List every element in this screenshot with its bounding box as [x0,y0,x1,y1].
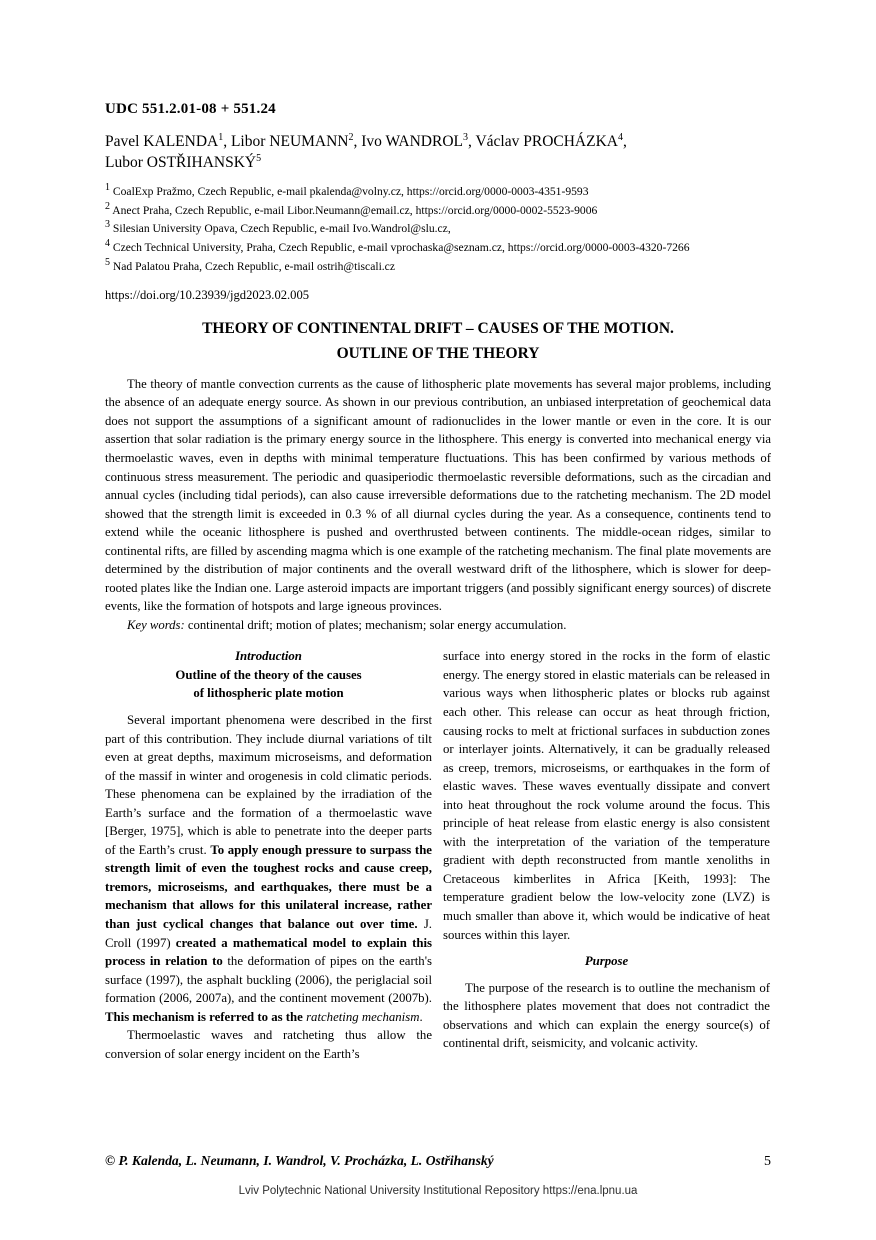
author-name: Lubor OSTŘIHANSKÝ [105,154,257,172]
abstract-paragraph: The theory of mantle convection currents as the cause of lithospheric plate movements has several major problems, including the absence of an adequate energy source. As shown in our previous contribution, an unbiased interpretation of geochemical data does not support the assumptions of a significant amount of radionuclides in the lower mantle or even in the core. It is our assertion that solar radiation is the primary energy source in the lithosphere. This energy is converted into mechanical energy via thermoelastic waves, even in depths with minimal temperature fluctuations. This has been confirmed by various methods of continuous stress measurement. The periodic and quasiperiodic thermoelastic reversible deformations, such as the circadian and annual cycles (including tidal periods), can also cause irreversible deformations due to the ratcheting mechanism. The 2D model showed that the strength limit is exceeded in 0.3 % of all diurnal cycles during the year. As a consequence, continents tend to extend while the oceanic lithosphere is pushed and overthrusted between continents. The middle-ocean ridges, similar to continental rifts, are filled by ascending magma which is one example of the ratcheting mechanism. The final plate movements are determined by the distribution of major continents and the overall westward drift of the lithosphere, which is slower for deep-rooted plates like the Indian one. Large asteroid impacts are important triggers (and possibly significant energy sources) of discrete events, like the formation of hotspots and large igneous provinces. [105,376,771,614]
page-title [105,316,771,366]
keywords-line [105,616,771,635]
affiliation-item: $^3$ Silesian University Opava, Czech Republic, e-mail Ivo.Wandrol@slu.cz, [105,219,451,236]
body-paragraph: The purpose of the research is to outline the mechanism of the lithosphere plates movement that does not contradict the observations and which can explain the energy source(s) of continental drift, seismicity, and volcanic activity. [443,980,770,1051]
author-affiliation-ref: 3 [463,131,468,143]
page-number: 5 [764,1154,771,1169]
doi-line: https://doi.org/10.23939/jgd2023.02.005 [105,287,310,302]
left-column [105,647,432,1063]
author-name: Ivo WANDROL [361,133,463,150]
page-content [105,0,771,1063]
author-name: Václav PROCHÁZKA [475,133,618,150]
section-subheading-line-2: of lithospheric plate motion [193,686,344,701]
udc-line: UDC 551.2.01-08 + 551.24 [105,101,276,117]
purpose-heading: Purpose [584,954,629,969]
repository-line: Lviv Polytechnic National University Institutional Repository https://ena.lpnu.ua [238,1185,638,1197]
body-paragraph: surface into energy stored in the rocks in the form of elastic energy. The energy stored in elastic materials can be released in various ways when lithospheric plates or blocks rub against each other. This release can occur as heat through friction, causing rocks to melt at frictional surfaces in subduction zones or interlayer joints. Alternatively, it can be gradually released as creep, tremors, microseisms, or earthquakes in the form of elastic waves. These waves eventually dissipate and convert into heat throughout the rock volume around the focus. This principle of heat release from elastic energy is also consistent with the interpretation of the variation of the temperature gradient with depth reconstructed from mantle xenoliths in Cretaceous kimberlites in Africa [Keith, 1993]: The temperature gradient below the low-velocity zone (LVZ) is much smaller than above it, which would be indicative of heat sources within this layer. [443,649,770,942]
body-paragraph: Several important phenomena were described in the first part of this contribution. They include diurnal variations of tilt even at great depths, maximum microseisms, and deformation of the massif in winter and orogenesis in cold climatic periods. These phenomena can be explained by the irradiation of the Earth’s surface and the formation of a thermoelastic wave [Berger, 1975], which is able to penetrate into the deeper parts of the Earth’s crust. To apply enough pressure to surpass the strength limit of even the toughest rocks and cause creep, tremors, microseisms, and earthquakes, there must be a mechanism that allows for this unilateral increase, rather than just cyclical changes that balance out over time. J. Croll (1997) created a mathematical model to explain this process in relation to the deformation of pipes on the earth's surface (1997), the asphalt buckling (2006), the periglacial soil formation (2006, 2007a), and the continent movement (2007b). This mechanism is referred to as the ratcheting mechanism. [105,712,432,1024]
page-footer [105,1153,771,1170]
author-affiliation-ref: 5 [256,153,262,165]
author-name: Pavel KALENDA [105,133,219,150]
author-affiliation-ref: 1 [218,131,224,143]
keywords-text: continental drift; motion of plates; mechanism; solar energy accumulation. [184,617,567,632]
author-list: Pavel KALENDA$^1$, Libor NEUMANN$^2$, Ivo WANDROL$^3$, Václav PROCHÁZKA$^4$, Lubor OSTŘIHANSKÝ$^5$ [105,131,627,172]
keywords-label: Key words: [127,617,185,632]
affiliation-list [105,183,771,277]
affiliation-item: $^5$ Nad Palatou Praha, Czech Republic, e-mail ostrih@tiscali.cz [105,257,395,273]
affiliation-item: $^1$ CoalExp Pražmo, Czech Republic, e-mail pkalenda@volny.cz, https://orcid.org/0000-0003-4351-9593 [105,181,589,198]
author-affiliation-ref: 2 [348,131,354,143]
author-affiliation-ref: 4 [617,131,623,143]
introduction-heading: Introduction [235,649,302,664]
right-column [443,647,770,1063]
title-line-2: OUTLINE OF THE THEORY [336,344,540,362]
abstract-block [105,375,771,634]
title-line-1: THEORY OF CONTINENTAL DRIFT – CAUSES OF THE MOTION. [202,319,674,337]
two-column-body [105,647,771,1063]
section-subheading-line-1: Outline of the theory of the causes [175,667,362,682]
affiliation-item: $^2$ Anect Praha, Czech Republic, e-mail Libor.Neumann@email.cz, https://orcid.org/0000-0002-5523-9006 [105,200,598,217]
copyright-line: © P. Kalenda, L. Neumann, I. Wandrol, V. Procházka, L. Ostřihanský [105,1153,494,1168]
author-name: Libor NEUMANN [230,133,349,150]
body-paragraph: Thermoelastic waves and ratcheting thus allow the conversion of solar energy incident on the Earth’s [105,1028,432,1061]
affiliation-item: $^4$ Czech Technical University, Praha, Czech Republic, e-mail vprochaska@seznam.cz, https://orcid.org/0000-0003-4320-7266 [105,238,690,255]
